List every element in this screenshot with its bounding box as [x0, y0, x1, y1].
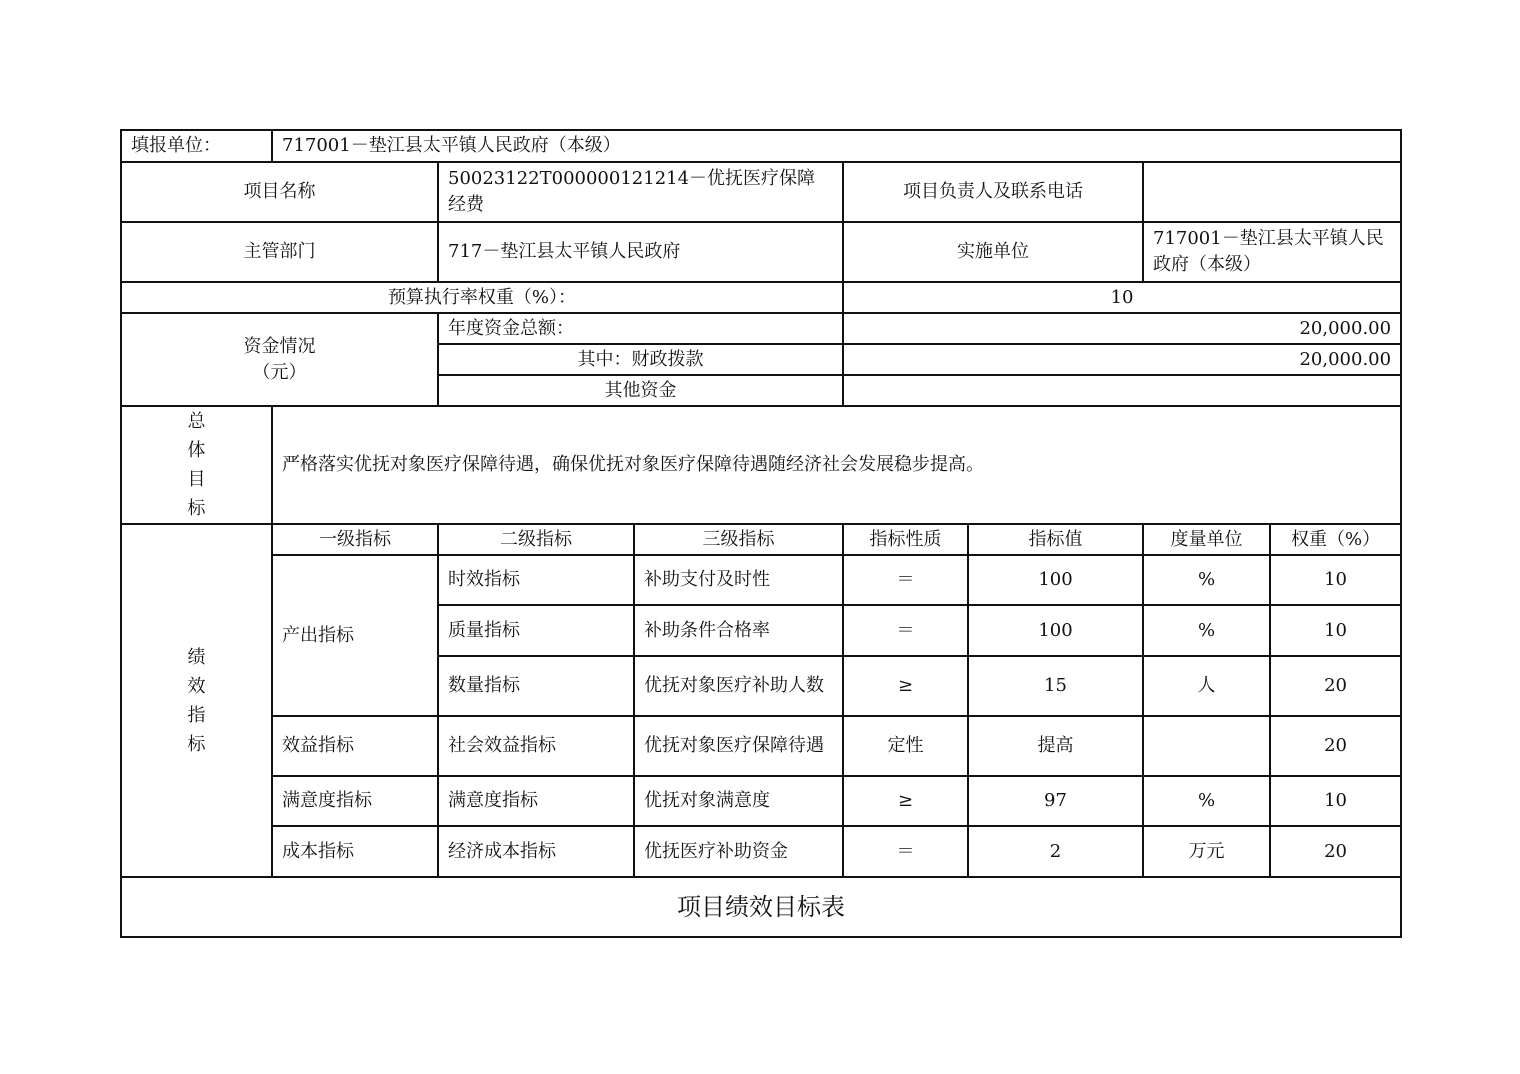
project-name-label: 项目名称: [121, 162, 438, 222]
weight-cell: 10: [1270, 555, 1401, 605]
level3-cell: 优抚医疗补助资金: [634, 826, 843, 877]
header-level2: 二级指标: [438, 524, 634, 555]
funds-other-value: [843, 375, 1401, 406]
level2-cell: 时效指标: [438, 555, 634, 605]
budget-weight-value: 10: [843, 282, 1401, 313]
weight-cell: 20: [1270, 826, 1401, 877]
supervising-dept-label: 主管部门: [121, 222, 438, 282]
table-row: [121, 826, 1401, 877]
value-cell: 提高: [968, 716, 1143, 776]
nature-cell: ＝: [843, 605, 968, 656]
nature-cell: ≥: [843, 776, 968, 826]
table-row: [121, 776, 1401, 826]
nature-cell: ≥: [843, 656, 968, 716]
funds-other-label: 其他资金: [438, 375, 843, 406]
supervising-dept-value: 717－垫江县太平镇人民政府: [438, 222, 843, 282]
table-row: [121, 716, 1401, 776]
level1-satisfaction: 满意度指标: [272, 776, 438, 826]
level2-cell: 经济成本指标: [438, 826, 634, 877]
unit-cell: [1143, 716, 1270, 776]
level2-cell: 社会效益指标: [438, 716, 634, 776]
indicators-char: 绩: [187, 646, 206, 668]
unit-cell: %: [1143, 776, 1270, 826]
level2-cell: 质量指标: [438, 605, 634, 656]
header-nature: 指标性质: [843, 524, 968, 555]
level2-cell: 满意度指标: [438, 776, 634, 826]
header-level3: 三级指标: [634, 524, 843, 555]
funds-total-label: 年度资金总额：: [438, 313, 843, 344]
level1-output: 产出指标: [272, 555, 438, 716]
unit-cell: %: [1143, 555, 1270, 605]
level1-cost: 成本指标: [272, 826, 438, 877]
implementing-unit-label: 实施单位: [843, 222, 1143, 282]
indicators-label: [121, 524, 272, 877]
report-unit-label: 填报单位：: [121, 130, 272, 162]
value-cell: 100: [968, 605, 1143, 656]
indicators-char: 标: [187, 733, 206, 755]
project-contact-label: 项目负责人及联系电话: [843, 162, 1143, 222]
level3-cell: 优抚对象医疗补助人数: [634, 656, 843, 716]
funds-fiscal-label: 其中：财政拨款: [438, 344, 843, 375]
overall-goal-label: [121, 406, 272, 524]
level3-cell: 优抚对象满意度: [634, 776, 843, 826]
weight-cell: 20: [1270, 716, 1401, 776]
goal-char: 目: [187, 469, 206, 490]
nature-cell: ＝: [843, 826, 968, 877]
level1-benefit: 效益指标: [272, 716, 438, 776]
weight-cell: 20: [1270, 656, 1401, 716]
unit-cell: 万元: [1143, 826, 1270, 877]
level2-cell: 数量指标: [438, 656, 634, 716]
unit-cell: 人: [1143, 656, 1270, 716]
funds-fiscal-value: 20,000.00: [843, 344, 1401, 375]
level3-cell: 补助支付及时性: [634, 555, 843, 605]
header-level1: 一级指标: [272, 524, 438, 555]
value-cell: 2: [968, 826, 1143, 877]
table-row: [121, 555, 1401, 605]
weight-cell: 10: [1270, 605, 1401, 656]
header-value: 指标值: [968, 524, 1143, 555]
indicators-char: 效: [187, 675, 206, 697]
goal-char: 总: [187, 411, 206, 432]
project-contact-value: [1143, 162, 1401, 222]
goal-char: 标: [187, 498, 206, 519]
implementing-unit-value: 717001－垫江县太平镇人民政府（本级）: [1143, 222, 1401, 282]
overall-goal-text: 严格落实优抚对象医疗保障待遇，确保优抚对象医疗保障待遇随经济社会发展稳步提高。: [272, 406, 1401, 524]
funds-total-value: 20,000.00: [843, 313, 1401, 344]
header-weight: 权重（%）: [1270, 524, 1401, 555]
value-cell: 100: [968, 555, 1143, 605]
funds-label-line1: 资金情况: [243, 335, 316, 357]
unit-cell: %: [1143, 605, 1270, 656]
report-unit-value: 717001－垫江县太平镇人民政府（本级）: [272, 130, 1401, 162]
performance-target-table: [120, 129, 1402, 938]
header-unit: 度量单位: [1143, 524, 1270, 555]
indicators-char: 指: [187, 704, 206, 726]
funds-label-line2: （元）: [252, 361, 307, 383]
footer-title: 项目绩效目标表: [121, 877, 1401, 937]
level3-cell: 优抚对象医疗保障待遇: [634, 716, 843, 776]
value-cell: 97: [968, 776, 1143, 826]
value-cell: 15: [968, 656, 1143, 716]
funds-label: [121, 313, 438, 406]
weight-cell: 10: [1270, 776, 1401, 826]
nature-cell: ＝: [843, 555, 968, 605]
project-name-value: 50023122T000000121214－优抚医疗保障经费: [438, 162, 843, 222]
level3-cell: 补助条件合格率: [634, 605, 843, 656]
goal-char: 体: [187, 440, 206, 461]
budget-weight-label: 预算执行率权重（%）：: [121, 282, 843, 313]
nature-cell: 定性: [843, 716, 968, 776]
